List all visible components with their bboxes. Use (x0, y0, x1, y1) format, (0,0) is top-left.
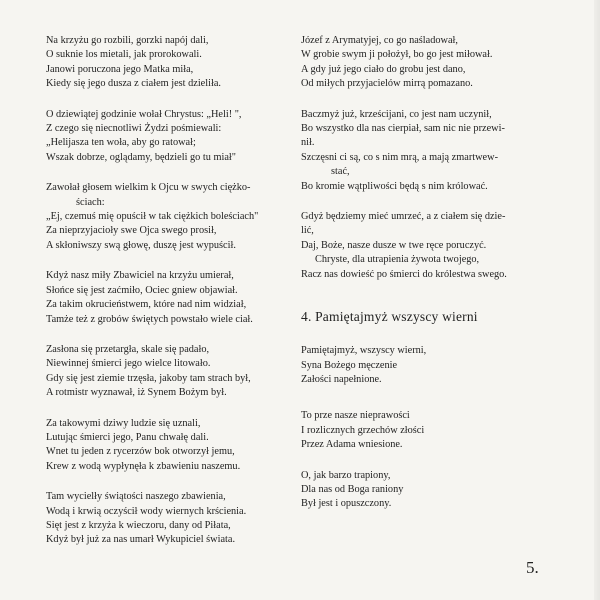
stanza (301, 108, 551, 194)
stanza (301, 210, 551, 282)
stanza (46, 181, 296, 253)
verse-line: Józef z Arymatyjej, co go naśladował, (301, 35, 458, 46)
verse-line: Chryste, dla utrapienia żywota twojego, (315, 254, 480, 266)
verse-line: Janowi poruczona jego Matka miła, (46, 63, 194, 75)
section-title: 4. Pamiętajmyż wszyscy wierni (301, 309, 478, 325)
verse-line: Za takowymi dziwy ludzie się uznali, (46, 417, 201, 429)
verse-line: Zasłona się przetargła, skale się padało, (46, 343, 210, 355)
verse-line: Kdyż nasz miły Zbawiciel na krzyżu umierał, (46, 270, 234, 282)
verse-line: A rotmistr wyznawał, iż Synem Bożym był. (46, 387, 227, 399)
page-number: 5. (526, 558, 539, 577)
stanza (46, 343, 296, 401)
verse-line: Bo kromie wątpliwości będą s nim królować. (301, 180, 488, 192)
verse-line: „Helijasza ten woła, aby go ratował; (46, 137, 196, 149)
verse-line: Tam wycielły świątości naszego zbawienia, (46, 491, 226, 503)
verse-line: Sięt jest z krzyża k wieczoru, dany od Piłata, (46, 519, 231, 531)
stanza (46, 108, 296, 166)
verse-line: Od miłych przyjacielów mirrą pomazano. (301, 78, 473, 90)
stanza (301, 34, 551, 92)
left-column (46, 34, 296, 564)
verse-line: Kdyż był już za nas umarł Wykupiciel świata. (46, 534, 236, 546)
verse-line: Bo wszystko dla nas cierpiał, sam nic nie przewi- (301, 123, 505, 135)
stanza (46, 34, 296, 92)
verse-line: Załości napełnione. (301, 373, 382, 385)
verse-line: Z czego się niecnotliwi Żydzi pośmiewali: (46, 123, 222, 135)
verse-line: Wszak dobrze, oglądamy, będzieli go tu miał" (46, 151, 236, 163)
verse-line: Przez Adama wniesione. (301, 439, 403, 451)
verse-line: Krew z wodą wypłynęła k zbawieniu naszemu. (46, 460, 241, 472)
verse-line: Daj, Boże, nasze dusze w twe ręce poruczyć. (301, 239, 487, 251)
verse-line: Wnet tu jeden z rycerzów bok otworzył jemu, (46, 446, 235, 458)
verse-line: Lutując śmierci jego, Panu chwałę dali. (46, 431, 209, 443)
verse-line: Szczęsni ci są, co s nim mrą, a mają zmartwew- (301, 151, 498, 163)
verse-line: ściach: (76, 196, 105, 208)
stanza (301, 344, 551, 387)
verse-line: Wodą i krwią oczyścił wody wiernych krścienia. (46, 505, 247, 517)
verse-line: I rozlicznych grzechów złości (301, 424, 425, 436)
stanza (301, 469, 551, 512)
verse-line: To prze nasze nieprawości (301, 410, 410, 422)
verse-line: O dziewiątej godzinie wołał Chrystus: „Heli! ", (46, 108, 242, 120)
verse-line: Dla nas od Boga raniony (301, 483, 404, 495)
stanza (46, 490, 296, 548)
stanza (46, 269, 296, 327)
verse-line: W grobie swym ji położył, bo go jest miłował. (301, 49, 493, 61)
verse-line: Kiedy się jego dusza z ciałem jest dzieliła. (46, 78, 221, 90)
verse-line: Gdy się jest ziemie trzęsła, jakoby tam strach był, (46, 372, 251, 384)
verse-line: Był jest i opuszczony. (301, 498, 392, 510)
verse-line: Za takim okrucieństwem, które nad nim widział, (46, 299, 247, 311)
verse-line: Syna Bożego męczenie (301, 359, 398, 371)
verse-line: O, jak barzo trapiony, (301, 469, 391, 481)
stanza (46, 417, 296, 475)
stanza (301, 409, 551, 452)
verse-line: O suknie los mietali, jak prorokowali. (46, 49, 202, 61)
right-column (301, 34, 551, 528)
verse-line: A skłoniwszy swą głowę, duszę jest wypuścił. (46, 239, 236, 251)
verse-line: lić, (301, 225, 314, 237)
verse-line: Baczmyż już, krześcijani, co jest nam uczynił, (301, 108, 492, 120)
verse-line: Na krzyżu go rozbili, gorzki napój dali, (46, 35, 209, 46)
verse-line: Pamiętajmyż, wszyscy wierni, (301, 345, 427, 357)
verse-line: stać, (331, 166, 350, 178)
verse-line: Niewinnej śmierci jego wielce litowało. (46, 358, 211, 370)
page-edge (594, 0, 600, 600)
verse-line: „Ej, czemuś mię opuścił w tak ciężkich boleściach" (46, 211, 259, 223)
verse-line: Tamże też z grobów świętych powstało wiele ciał. (46, 313, 253, 325)
verse-line: Zawołał głosem wielkim k Ojcu w swych ciężko- (46, 182, 251, 194)
verse-line: Słońce się jest zaćmiło, Ociec gniew objawiał. (46, 284, 238, 296)
verse-line: A gdy już jego ciało do grobu jest dano, (301, 63, 466, 75)
verse-line: nił. (301, 137, 315, 149)
verse-line: Za nieprzyjacioły swe Ojca swego prosił, (46, 225, 217, 237)
verse-line: Gdyż będziemy mieć umrzeć, a z ciałem się dzie- (301, 211, 506, 223)
verse-line: Racz nas dowieść po śmierci do królestwa swego. (301, 268, 507, 280)
